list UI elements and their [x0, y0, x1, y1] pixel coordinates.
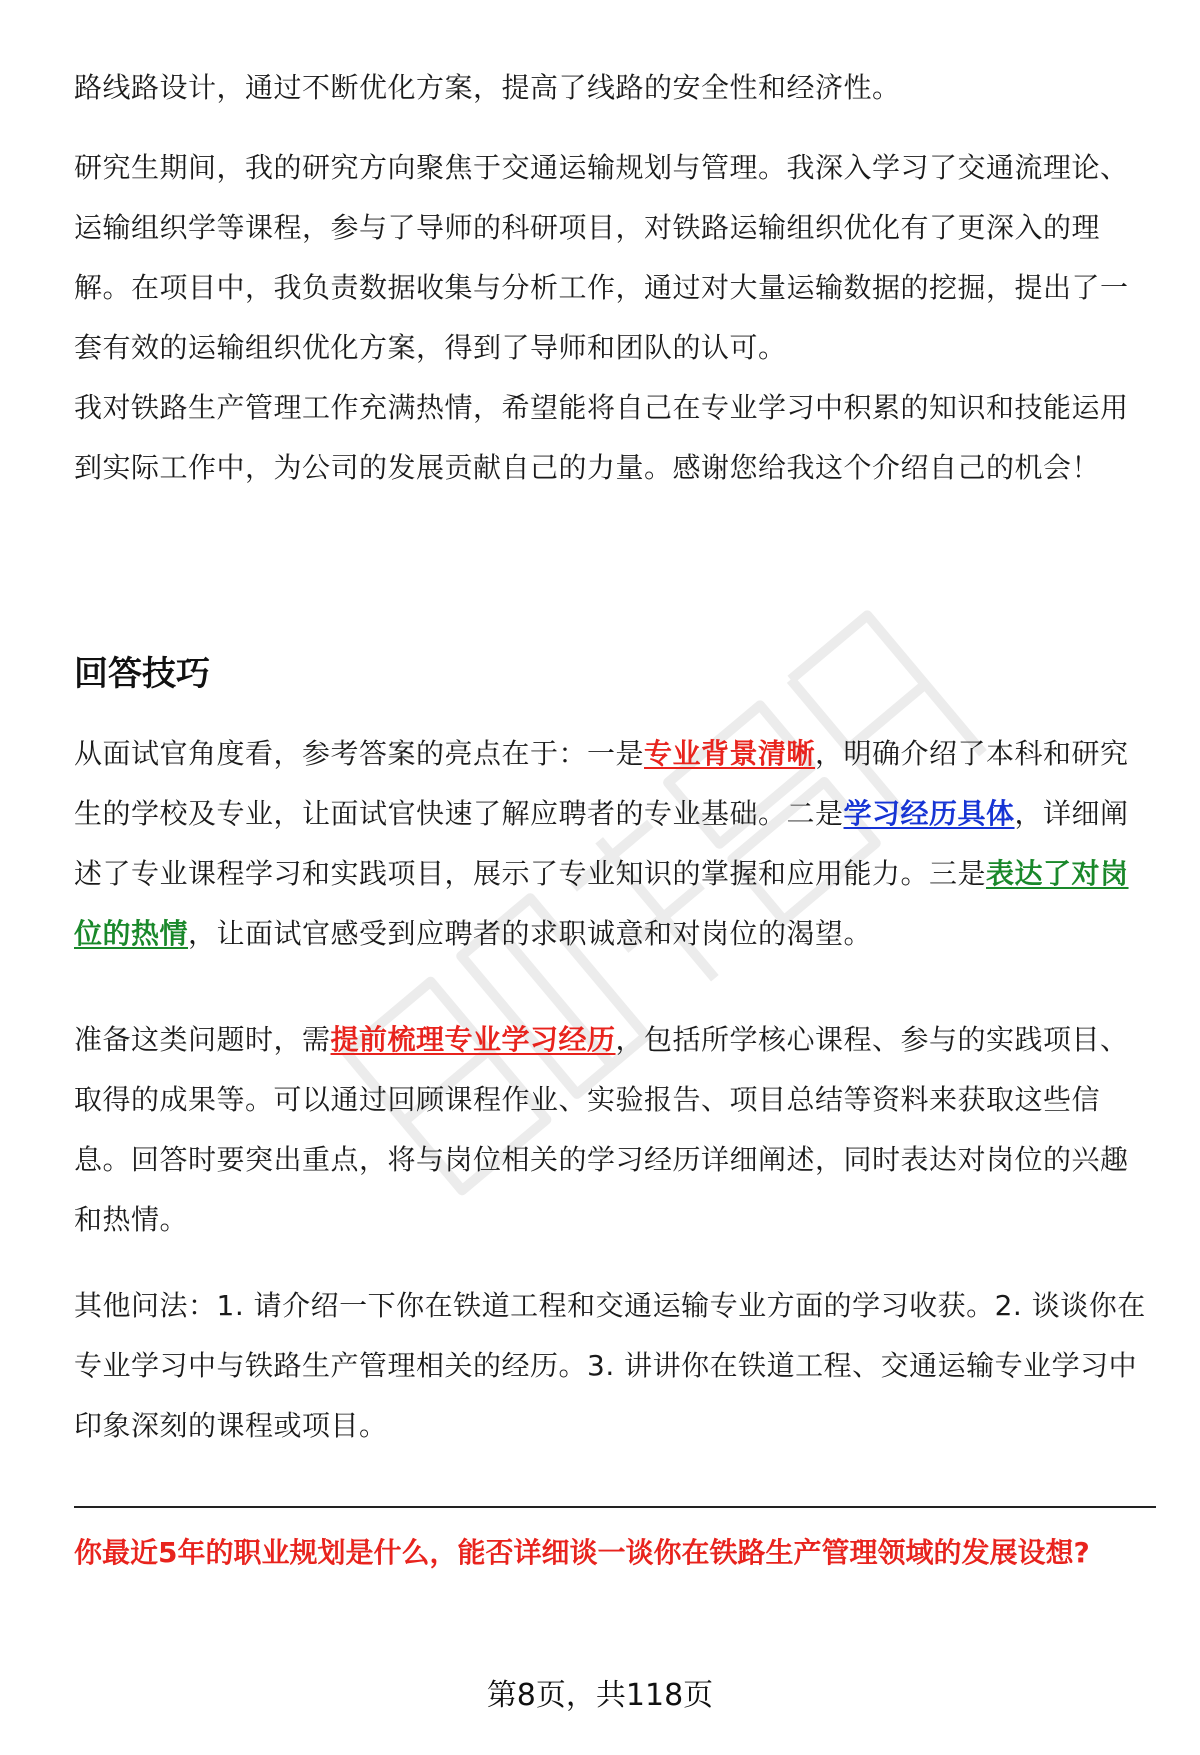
- highlight-background-clear: 专业背景清晰: [644, 737, 816, 770]
- paragraph-other-questions: 其他问法：1. 请介绍一下你在铁道工程和交通运输专业方面的学习收获。2. 谈谈你在专业学习中与铁路生产管理相关的经历。3. 讲讲你在铁道工程、交通运输专业学习中印象深刻的课程或项目。: [74, 1289, 1146, 1442]
- text-segment: ，明确介绍了本科和研究生的学校及专业，让面试官快速了解应聘者的专业基础。二是: [74, 737, 1129, 830]
- text-segment: ，让面试官感受到应聘者的求职诚意和对岗位的渴望。: [188, 917, 873, 950]
- page-number: 第8页，共118页: [486, 1678, 714, 1713]
- highlight-organize-experience: 提前梳理专业学习经历: [330, 1023, 616, 1056]
- section-divider: [74, 1506, 1156, 1508]
- paragraph-graduate-study: 研究生期间，我的研究方向聚焦于交通运输规划与管理。我深入学习了交通流理论、运输组织学等课程，参与了导师的科研项目，对铁路运输组织优化有了更深入的理解。在项目中，我负责数据收集与分析工作，通过对大量运输数据的挖掘，提出了一套有效的运输组织优化方案，得到了导师和团队的认可。: [74, 151, 1129, 364]
- text-segment: 准备这类问题时，需: [74, 1023, 331, 1056]
- paragraph-closing: 我对铁路生产管理工作充满热情，希望能将自己在专业学习中积累的知识和技能运用到实际工作中，为公司的发展贡献自己的力量。感谢您给我这个介绍自己的机会！: [74, 391, 1129, 484]
- text-segment: ，包括所学核心课程、参与的实践项目、取得的成果等。可以通过回顾课程作业、实验报告、项目总结等资料来获取这些信息。回答时要突出重点，将与岗位相关的学习经历详细阐述，同时表达对岗位的兴趣和热情。: [74, 1023, 1129, 1236]
- paragraph-interviewer-view: [74, 724, 1152, 964]
- highlight-passion: 表达了对岗位的热情: [74, 857, 1129, 950]
- next-question-title: 你最近5年的职业规划是什么，能否详细谈一谈你在铁路生产管理领域的发展设想?: [74, 1536, 1090, 1569]
- text-segment: ，详细阐述了专业课程学习和实践项目，展示了专业知识的掌握和应用能力。三是: [74, 797, 1129, 890]
- paragraph-intro-end: 路线路设计，通过不断优化方案，提高了线路的安全性和经济性。: [74, 71, 901, 104]
- highlight-study-specific: 学习经历具体: [843, 797, 1015, 830]
- section-heading-tips: 回答技巧: [74, 654, 210, 694]
- text-segment: 从面试官角度看，参考答案的亮点在于：一是: [74, 737, 645, 770]
- paragraph-preparation: [74, 1010, 1152, 1250]
